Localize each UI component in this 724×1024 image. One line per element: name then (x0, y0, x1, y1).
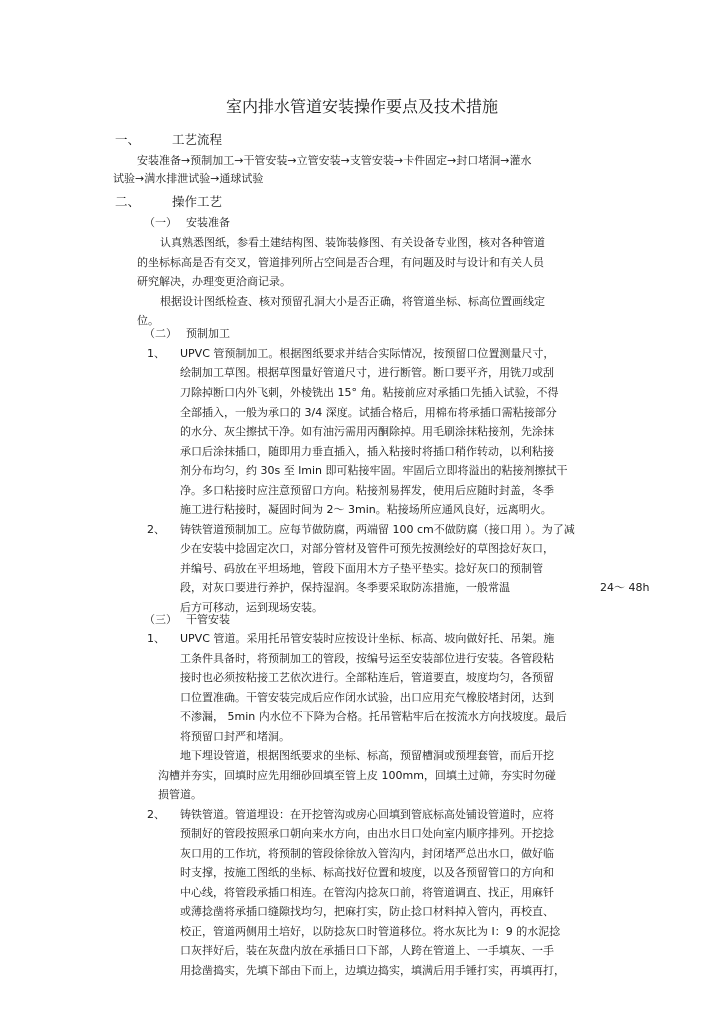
paragraph-line: 绘制加工草图。根据草图量好管道尺寸，进行断管。断口要平齐，用铣刀或刮 (180, 366, 554, 379)
paragraph-line: 认真熟悉图纸，参看土建结构图、装饰装修图、有关设备专业图，核对各种管道 (160, 236, 545, 249)
paragraph-line: 铸铁管道预制加工。应每节做防腐，两端留 100 cm不做防腐（接口用 ）。为了减 (180, 523, 575, 536)
paragraph-line: 预制好的管段按照承口朝向来水方向，由出水日口处向室内顺序排列。开挖捻 (180, 827, 554, 840)
paragraph-line: 净。多口粘接时应注意预留口方向。粘接剂易挥发，使用后应随时封盖，冬季 (180, 484, 554, 497)
subsection-3-label: （三） (144, 613, 177, 626)
paragraph-line: 口灰拌好后，装在灰盘内放在承插日口下部，人跨在管道上、一手填灰、一手 (180, 944, 554, 957)
subsection-2-title: 预制加工 (186, 327, 230, 340)
subsection-1-title: 安装准备 (186, 216, 230, 229)
item-number: 1、 (147, 632, 165, 645)
paragraph-line: 刀除掉断口内外飞刺，外棱铣出 15° 角。粘接前应对承插口先插入试验，不得 (180, 386, 559, 399)
section-1-heading: 工艺流程 (172, 132, 223, 147)
paragraph-line: 损管道。 (158, 788, 202, 801)
paragraph-line: 口位置准确。干管安装完成后应作闭水试验，出口应用充气橡胶堵封闭，达到 (180, 691, 554, 704)
paragraph-line: 用捻凿捣实，先填下部由下而上，边填边捣实，填满后用手锤打实，再填再打， (180, 964, 565, 977)
paragraph-line: 接时也必须按粘接工艺依次进行。全部粘连后，管道要直，坡度均匀，各预留 (180, 671, 554, 684)
paragraph-line: 少在安装中捻固定次口，对部分管材及管件可预先按测绘好的草图捻好灰口， (180, 542, 554, 555)
paragraph-line: 将预留口封严和堵洞。 (180, 730, 290, 743)
paragraph-line: 位。 (137, 314, 159, 327)
paragraph-line: 灰口用的工作坑，将预制的管段徐徐放入管沟内，封闭堵严总出水口，做好临 (180, 847, 554, 860)
section-1-number: 一、 (115, 132, 141, 147)
paragraph-line: 施工进行粘接时，凝固时间为 2～ 3min。粘接场所应通风良好，远离明火。 (180, 503, 552, 516)
item-number: 2、 (147, 808, 165, 821)
paragraph-line: 后方可移动，运到现场安装。 (180, 601, 323, 614)
paragraph-line: 沟槽并夯实，回填时应先用细砂回填至管上皮 100mm，回填土过筛，夯实时勿碰 (158, 769, 556, 782)
subsection-1-label: （一） (144, 216, 177, 229)
paragraph-line: 并编号、码放在平坦场地，管段下面用木方子垫平垫实。捻好灰口的预制管 (180, 562, 543, 575)
paragraph-line: 校正，管道两侧用土培好，以防捻灰口时管道移位。将水灰比为 I：9 的水泥捻 (180, 925, 561, 938)
paragraph-line: 地下埋设管道，根据图纸要求的坐标、标高，预留槽洞或预埋套管，而后开挖 (180, 749, 554, 762)
subsection-2-label: （二） (144, 327, 177, 340)
paragraph-line: 根据设计图纸检查、核对预留孔洞大小是否正确，将管道坐标、标高位置画线定 (160, 295, 545, 308)
process-flow-line: 试验→满水排泄试验→通球试验 (113, 172, 264, 185)
item-number: 2、 (147, 523, 165, 536)
page-title: 室内排水管道安装操作要点及技术措施 (225, 97, 498, 116)
subsection-3-title: 干管安装 (186, 613, 230, 626)
paragraph-line: 段，对灰口要进行养护，保持湿润。冬季要采取防冻措施，一般常温 (180, 581, 510, 594)
paragraph-line: 承口后涂抹插口，随即用力垂直插入，插入粘接时将插口稍作转动，以利粘接 (180, 445, 554, 458)
duration-value: 24～ 48h (600, 581, 650, 594)
paragraph-line: 全部插入，一般为承口的 3/4 深度。试插合格后，用棉布将承插口需粘接部分 (180, 406, 557, 419)
paragraph-line: 研究解决，办理变更洽商记录。 (137, 275, 291, 288)
section-2-number: 二、 (115, 194, 141, 209)
paragraph-line: UPVC 管预制加工。根据图纸要求并结合实际情况，按预留口位置测量尺寸， (180, 347, 555, 360)
paragraph-line: 工条件具备时，将预制加工的管段，按编号运至安装部位进行安装。各管段粘 (180, 652, 554, 665)
paragraph-line: 的坐标标高是否有交叉，管道排列所占空间是否合理，有问题及时与设计和有关人员 (137, 256, 544, 269)
paragraph-line: UPVC 管道。采用托吊管安装时应按设计坐标、标高、坡向做好托、吊架。施 (180, 632, 555, 645)
paragraph-line: 的水分、灰尘擦拭干净。如有油污需用丙酮除掉。用毛刷涂抹粘接剂，先涂抹 (180, 425, 554, 438)
paragraph-line: 不渗漏， 5min 内水位不下降为合格。托吊管粘牢后在按流水方向找坡度。最后 (180, 710, 567, 723)
paragraph-line: 中心线，将管段承插口相连。在管沟内捻灰口前，将管道调直、找正，用麻钎 (180, 886, 554, 899)
paragraph-line: 剂分布均匀，约 30s 至 lmin 即可粘接牢固。牢固后立即将溢出的粘接剂擦拭干 (180, 464, 568, 477)
item-number: 1、 (147, 347, 165, 360)
paragraph-line: 铸铁管道。管道埋设：在开挖管沟或房心回填到管底标高处铺设管道时，应将 (180, 808, 554, 821)
paragraph-line: 时支撑，按施工图纸的坐标、标高找好位置和坡度，以及各预留管口的方向和 (180, 866, 554, 879)
process-flow-line: 安装准备→预制加工→干管安装→立管安装→支管安装→卡件固定→封口堵洞→灌水 (137, 154, 532, 167)
paragraph-line: 或薄捻凿将承插口缝隙找均匀，把麻打实，防止捻口材料掉入管内，再校直、 (180, 905, 554, 918)
section-2-heading: 操作工艺 (172, 194, 223, 209)
